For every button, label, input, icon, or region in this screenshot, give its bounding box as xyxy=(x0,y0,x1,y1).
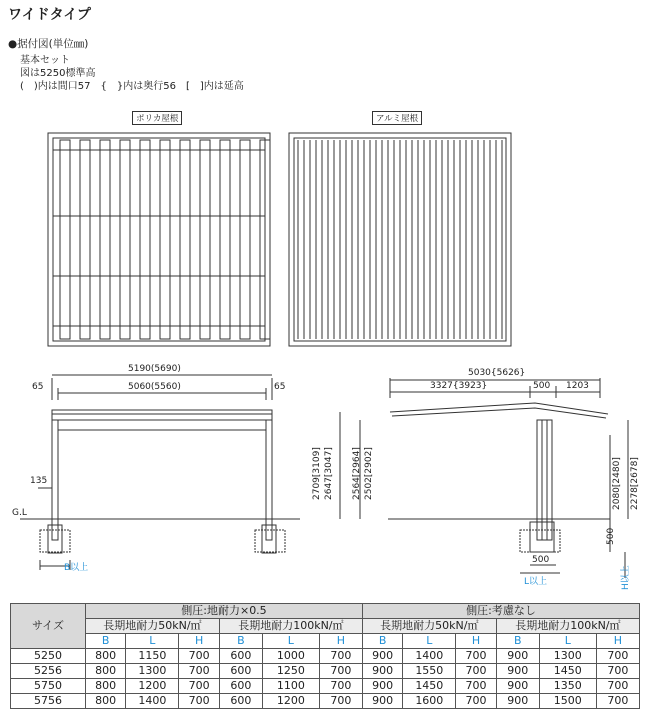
note-line-2: 図は5250標準高 xyxy=(20,68,96,79)
value-cell: 700 xyxy=(596,679,639,694)
height-rear-a: 2080[2480] xyxy=(612,457,622,510)
table-row xyxy=(11,649,640,664)
value-cell: 1100 xyxy=(262,679,319,694)
value-cell: 1450 xyxy=(539,664,596,679)
value-cell: 900 xyxy=(496,664,539,679)
size-cell: 5750 xyxy=(11,679,86,694)
size-cell: 5250 xyxy=(11,649,86,664)
front-elevation xyxy=(20,375,300,570)
ground-level-label: G.L xyxy=(12,508,27,518)
value-cell: 900 xyxy=(362,649,402,664)
value-cell: 700 xyxy=(596,649,639,664)
column-header: L xyxy=(403,634,456,649)
base-width: 500 xyxy=(532,555,550,565)
value-cell: 1200 xyxy=(126,679,179,694)
height-mid-b: 2502[2902] xyxy=(364,447,374,500)
value-cell: 700 xyxy=(456,664,496,679)
size-cell: 5756 xyxy=(11,694,86,709)
value-cell: 700 xyxy=(179,664,219,679)
value-cell: 700 xyxy=(319,694,362,709)
height-rear-b: 2278[2678] xyxy=(630,457,640,510)
value-cell: 700 xyxy=(179,649,219,664)
value-cell: 1450 xyxy=(403,679,456,694)
value-cell: 1150 xyxy=(126,649,179,664)
value-cell: 900 xyxy=(362,694,402,709)
group-header-1: 側圧:地耐力×0.5 xyxy=(86,604,363,619)
column-header: L xyxy=(262,634,319,649)
front-inner-width: 5060(5560) xyxy=(128,382,181,392)
foundation-spec-table xyxy=(10,603,640,709)
value-cell: 800 xyxy=(86,664,126,679)
value-cell: 900 xyxy=(496,649,539,664)
column-header: H xyxy=(596,634,639,649)
base-height-label: H以上 xyxy=(621,565,631,590)
value-cell: 1000 xyxy=(262,649,319,664)
front-side-right: 65 xyxy=(274,382,286,392)
value-cell: 900 xyxy=(362,664,402,679)
size-header: サイズ xyxy=(11,604,86,649)
side-front-span: 3327{3923} xyxy=(430,381,488,391)
table-row xyxy=(11,664,640,679)
aluminum-roof-label: アルミ屋根 xyxy=(372,111,422,125)
value-cell: 700 xyxy=(179,694,219,709)
table-row xyxy=(11,694,640,709)
column-header: B xyxy=(219,634,262,649)
column-header: L xyxy=(126,634,179,649)
column-header: B xyxy=(86,634,126,649)
polycarbonate-roof-label: ポリカ屋根 xyxy=(132,111,182,125)
subgroup-header-4: 長期地耐力100kN/㎡ xyxy=(496,619,639,634)
column-header: H xyxy=(179,634,219,649)
base-length-label: L以上 xyxy=(524,577,548,587)
value-cell: 1400 xyxy=(403,649,456,664)
value-cell: 700 xyxy=(179,679,219,694)
value-cell: 1350 xyxy=(539,679,596,694)
value-cell: 1600 xyxy=(403,694,456,709)
column-header: L xyxy=(539,634,596,649)
value-cell: 1300 xyxy=(126,664,179,679)
value-cell: 600 xyxy=(219,679,262,694)
value-cell: 700 xyxy=(456,679,496,694)
base-height: 500 xyxy=(606,527,616,545)
column-header: H xyxy=(319,634,362,649)
front-overall-width: 5190(5690) xyxy=(128,364,181,374)
polycarbonate-roof-plan xyxy=(48,133,270,346)
column-header: H xyxy=(456,634,496,649)
value-cell: 700 xyxy=(596,694,639,709)
value-cell: 900 xyxy=(496,679,539,694)
section-heading: ●据付図(単位㎜) xyxy=(8,38,89,50)
value-cell: 800 xyxy=(86,694,126,709)
side-elevation xyxy=(340,378,628,578)
side-rear-span: 1203 xyxy=(566,381,589,391)
height-mid-a: 2564[2964] xyxy=(352,447,362,500)
page-title: ワイドタイプ xyxy=(8,7,91,23)
value-cell: 1400 xyxy=(126,694,179,709)
value-cell: 1300 xyxy=(539,649,596,664)
subgroup-header-3: 長期地耐力50kN/㎡ xyxy=(362,619,496,634)
value-cell: 800 xyxy=(86,649,126,664)
value-cell: 800 xyxy=(86,679,126,694)
note-line-3: ( )内は間口57 { }内は奥行56 [ ]内は延高 xyxy=(20,81,244,92)
height-total-b: 2647[3047] xyxy=(324,447,334,500)
value-cell: 1550 xyxy=(403,664,456,679)
value-cell: 600 xyxy=(219,694,262,709)
value-cell: 600 xyxy=(219,664,262,679)
value-cell: 700 xyxy=(456,649,496,664)
note-line-1: 基本セット xyxy=(20,55,70,66)
subgroup-header-1: 長期地耐力50kN/㎡ xyxy=(86,619,220,634)
front-side-left: 65 xyxy=(32,382,44,392)
aluminum-roof-plan xyxy=(289,133,511,346)
value-cell: 700 xyxy=(319,664,362,679)
front-post-height: 135 xyxy=(30,476,48,486)
value-cell: 1250 xyxy=(262,664,319,679)
value-cell: 1500 xyxy=(539,694,596,709)
value-cell: 900 xyxy=(496,694,539,709)
base-width-label: B以上 xyxy=(64,563,89,573)
subgroup-header-2: 長期地耐力100kN/㎡ xyxy=(219,619,362,634)
value-cell: 700 xyxy=(319,649,362,664)
value-cell: 900 xyxy=(362,679,402,694)
side-mid-span: 500 xyxy=(533,381,551,391)
value-cell: 600 xyxy=(219,649,262,664)
value-cell: 700 xyxy=(319,679,362,694)
table-row xyxy=(11,679,640,694)
size-cell: 5256 xyxy=(11,664,86,679)
side-overall-depth: 5030{5626} xyxy=(468,368,526,378)
value-cell: 700 xyxy=(456,694,496,709)
height-total-a: 2709[3109] xyxy=(312,447,322,500)
group-header-2: 側圧:考慮なし xyxy=(362,604,639,619)
column-header: B xyxy=(496,634,539,649)
column-header: B xyxy=(362,634,402,649)
value-cell: 1200 xyxy=(262,694,319,709)
value-cell: 700 xyxy=(596,664,639,679)
